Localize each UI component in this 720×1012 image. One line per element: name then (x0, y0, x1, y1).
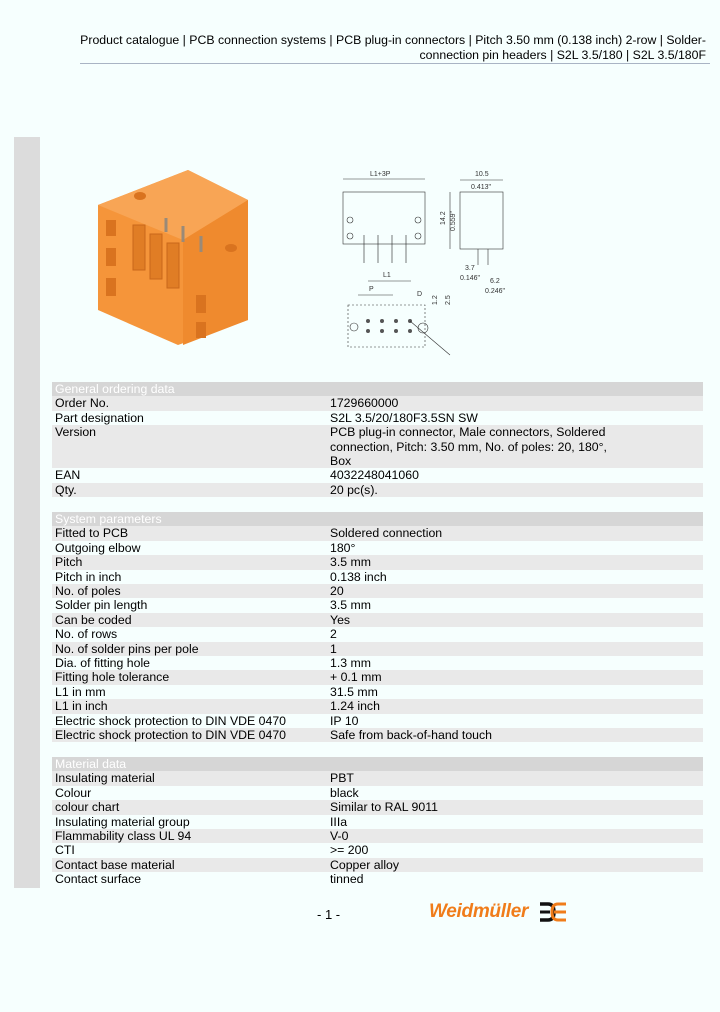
table-row (52, 584, 703, 598)
row-label: Part designation (55, 410, 144, 425)
table-row (52, 843, 703, 857)
row-value: 4032248041060 (330, 468, 419, 483)
svg-text:10.5: 10.5 (475, 171, 489, 178)
dimension-drawing (325, 165, 520, 360)
table-row (52, 627, 703, 641)
row-label: Version (55, 425, 97, 440)
row-label: Colour (55, 785, 92, 800)
row-value: Soldered connection (330, 526, 443, 541)
table-row (52, 771, 703, 785)
logo-text: Weidmüller (429, 901, 529, 922)
row-value: V-0 (330, 829, 349, 844)
row-value: tinned (330, 872, 364, 887)
row-label: Insulating material group (55, 814, 190, 829)
row-label: Fitted to PCB (55, 526, 129, 541)
row-value: 0.138 inch (330, 569, 387, 584)
svg-text:P: P (369, 286, 374, 293)
row-label: Fitting hole tolerance (55, 670, 170, 685)
section-title: Material data (52, 757, 703, 771)
table-row (52, 483, 703, 497)
svg-text:0.559": 0.559" (450, 210, 457, 231)
table-row (52, 829, 703, 843)
row-label: colour chart (55, 800, 120, 815)
section-title: General ordering data (52, 382, 703, 396)
row-value: IIIa (330, 814, 348, 829)
side-strip (14, 137, 40, 888)
row-value: 1 (330, 641, 337, 656)
section-title: System parameters (52, 512, 703, 526)
table-row (52, 411, 703, 425)
row-label: No. of solder pins per pole (55, 641, 199, 656)
row-label: L1 in inch (55, 699, 108, 714)
svg-text:L1: L1 (383, 272, 391, 279)
row-label: L1 in mm (55, 684, 106, 699)
row-label: Dia. of fitting hole (55, 656, 151, 671)
table-row (52, 613, 703, 627)
row-label: Outgoing elbow (55, 540, 141, 555)
breadcrumb: Product catalogue | PCB connection systems | PCB plug-in connectors | Pitch 3.50 mm (0.138 inch) 2-row | Solder-connection pin headers | S2L 3.5/180 | S2L 3.5/180F (80, 33, 706, 62)
row-value: S2L 3.5/20/180F3.5SN SW (330, 410, 478, 425)
row-label: Insulating material (55, 771, 155, 786)
row-value: 3.5 mm (330, 598, 371, 613)
svg-text:L1+3P: L1+3P (370, 171, 391, 178)
svg-text:14.2: 14.2 (440, 211, 447, 225)
row-value: 1729660000 (330, 396, 399, 411)
row-value: 1.3 mm (330, 656, 371, 671)
row-label: Contact surface (55, 872, 142, 887)
svg-text:6.2: 6.2 (490, 278, 500, 285)
table-row (52, 656, 703, 670)
header-divider (80, 63, 710, 64)
table-row (52, 815, 703, 829)
table-row (52, 526, 703, 540)
row-label: Contact base material (55, 857, 175, 872)
table-row (52, 685, 703, 699)
row-label: CTI (55, 843, 75, 858)
row-value: Safe from back-of-hand touch (330, 728, 492, 743)
row-value: PBT (330, 771, 354, 786)
svg-text:D: D (417, 291, 423, 298)
row-value: 20 pc(s). (330, 482, 378, 497)
table-row (52, 714, 703, 728)
row-value: Yes (330, 612, 351, 627)
weidmuller-logo (429, 901, 568, 923)
table-row (52, 598, 703, 612)
row-label: Solder pin length (55, 598, 148, 613)
row-label: Order No. (55, 396, 109, 411)
row-value: 20 (330, 584, 344, 599)
table-row (52, 786, 703, 800)
svg-text:0.413": 0.413" (471, 184, 492, 191)
table-row (52, 670, 703, 684)
svg-text:3.7: 3.7 (465, 265, 475, 272)
row-label: No. of poles (55, 584, 121, 599)
table-row (52, 541, 703, 555)
section-material-data (52, 757, 703, 887)
row-label: No. of rows (55, 627, 118, 642)
section-general-ordering-data (52, 382, 703, 497)
row-value: Copper alloy (330, 857, 400, 872)
row-value: + 0.1 mm (330, 670, 382, 685)
table-row (52, 728, 703, 742)
table-row (52, 468, 703, 482)
table-row (52, 555, 703, 569)
table-row (52, 872, 703, 886)
svg-text:0.246": 0.246" (485, 288, 506, 295)
table-row (52, 425, 703, 468)
table-row (52, 699, 703, 713)
row-label: Pitch in inch (55, 569, 122, 584)
page-number: - 1 - (317, 907, 341, 922)
row-label: Pitch (55, 555, 83, 570)
svg-text:1.2: 1.2 (432, 295, 439, 305)
row-value: IP 10 (330, 713, 359, 728)
weidmuller-logo-icon (538, 901, 568, 923)
product-photo (88, 160, 258, 345)
section-system-parameters (52, 512, 703, 742)
table-row (52, 570, 703, 584)
svg-text:2.5: 2.5 (445, 295, 452, 305)
svg-text:0.146": 0.146" (460, 275, 481, 282)
row-label: EAN (55, 468, 81, 483)
table-row (52, 396, 703, 410)
row-label: Electric shock protection to DIN VDE 0470 (55, 728, 287, 743)
row-value: 2 (330, 627, 337, 642)
table-row (52, 858, 703, 872)
row-value: 3.5 mm (330, 555, 371, 570)
table-row (52, 642, 703, 656)
row-value: PCB plug-in connector, Male connectors, Soldered connection, Pitch: 3.50 mm, No. of poles: 20, 180°, Box (330, 425, 607, 469)
row-value: Similar to RAL 9011 (330, 800, 438, 815)
row-value: black (330, 785, 359, 800)
row-value: 1.24 inch (330, 699, 380, 714)
row-value: 31.5 mm (330, 684, 378, 699)
table-row (52, 800, 703, 814)
row-value: >= 200 (330, 843, 369, 858)
row-label: Can be coded (55, 612, 132, 627)
row-label: Flammability class UL 94 (55, 829, 192, 844)
row-value: 180° (330, 540, 356, 555)
row-label: Qty. (55, 482, 77, 497)
row-label: Electric shock protection to DIN VDE 0470 (55, 713, 287, 728)
